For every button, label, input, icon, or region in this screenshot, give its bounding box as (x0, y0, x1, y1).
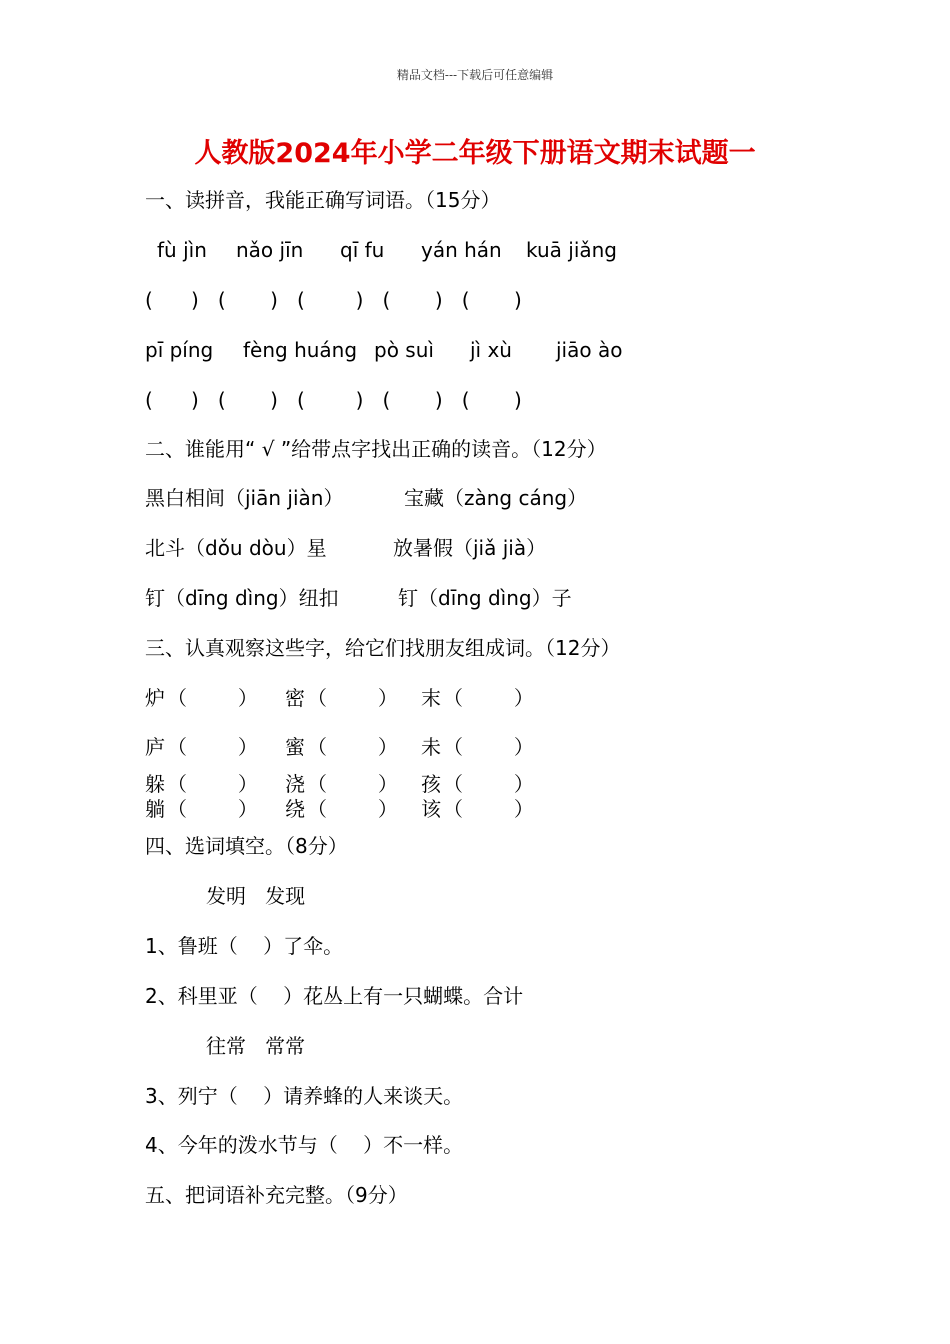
answer-blanks-row2[interactable]: ( ) ( ) ( ) ( ) ( ) (145, 388, 522, 412)
char-6: 未 (421, 735, 441, 759)
word-blank[interactable]: （ ） (443, 735, 534, 759)
word-blank[interactable]: （ ） (443, 686, 534, 710)
char-5: 蜜 (285, 735, 305, 759)
word-choices-1: 发明 发现 (206, 884, 306, 908)
answer-blanks-row1[interactable]: ( ) ( ) ( ) ( ) ( ) (145, 288, 522, 312)
word-blank[interactable]: （ ） (167, 686, 258, 710)
pinyin-2: nǎo jīn (236, 238, 304, 262)
word-blank[interactable]: （ ） (167, 772, 258, 796)
question-2: 2、科里亚（ ）花丛上有一只蝴蝶。合计 (145, 984, 524, 1008)
word-blank[interactable]: （ ） (443, 797, 534, 821)
char-9: 孩 (421, 772, 441, 796)
section1-heading: 一、读拼音，我能正确写词语。（15分） (145, 188, 501, 212)
word-blank[interactable]: （ ） (307, 735, 398, 759)
pinyin-9: jì xù (470, 338, 512, 362)
section3-heading: 三、认真观察这些字，给它们找朋友组成词。（12分） (145, 636, 621, 660)
char-8: 浇 (285, 772, 305, 796)
word-blank[interactable]: （ ） (307, 797, 398, 821)
question-3: 3、列宁（ ）请养蜂的人来谈天。 (145, 1084, 464, 1108)
word-blank[interactable]: （ ） (307, 772, 398, 796)
char-7: 躲 (145, 772, 165, 796)
pinyin-1: fù jìn (157, 238, 207, 262)
word-blank[interactable]: （ ） (443, 772, 534, 796)
question-4: 4、今年的泼水节与（ ）不一样。 (145, 1133, 464, 1157)
char-12: 该 (421, 797, 441, 821)
char-11: 绕 (285, 797, 305, 821)
reading-item-5: 钉（dīng dìng）纽扣 (145, 586, 339, 610)
word-blank[interactable]: （ ） (167, 735, 258, 759)
page-header: 精品文档---下载后可任意编辑 (396, 68, 554, 82)
pinyin-10: jiāo ào (556, 338, 623, 362)
reading-item-6: 钉（dīng dìng）子 (398, 586, 572, 610)
page-title: 人教版2024年小学二年级下册语文期末试题一 (194, 138, 756, 169)
pinyin-7: fèng huáng (243, 338, 358, 362)
char-2: 密 (285, 686, 305, 710)
reading-item-2: 宝藏（zàng cáng） (404, 486, 588, 510)
pinyin-6: pī píng (145, 338, 214, 362)
word-blank[interactable]: （ ） (167, 797, 258, 821)
char-10: 躺 (145, 797, 165, 821)
pinyin-8: pò suì (374, 338, 434, 362)
pinyin-4: yán hán (421, 238, 502, 262)
reading-item-4: 放暑假（jiǎ jià） (393, 536, 547, 560)
pinyin-5: kuā jiǎng (526, 238, 617, 262)
pinyin-3: qī fu (340, 238, 385, 262)
reading-item-3: 北斗（dǒu dòu）星 (145, 536, 327, 560)
question-1: 1、鲁班（ ）了伞。 (145, 934, 344, 958)
section2-heading: 二、谁能用“ √ ”给带点字找出正确的读音。（12分） (145, 437, 607, 461)
section4-heading: 四、选词填空。（8分） (145, 834, 348, 858)
word-choices-2: 往常 常常 (206, 1034, 306, 1058)
char-1: 炉 (145, 686, 165, 710)
reading-item-1: 黑白相间（jiān jiàn） (145, 486, 344, 510)
char-3: 末 (421, 686, 441, 710)
word-blank[interactable]: （ ） (307, 686, 398, 710)
char-4: 庐 (145, 735, 165, 759)
section5-heading: 五、把词语补充完整。（9分） (145, 1183, 408, 1207)
